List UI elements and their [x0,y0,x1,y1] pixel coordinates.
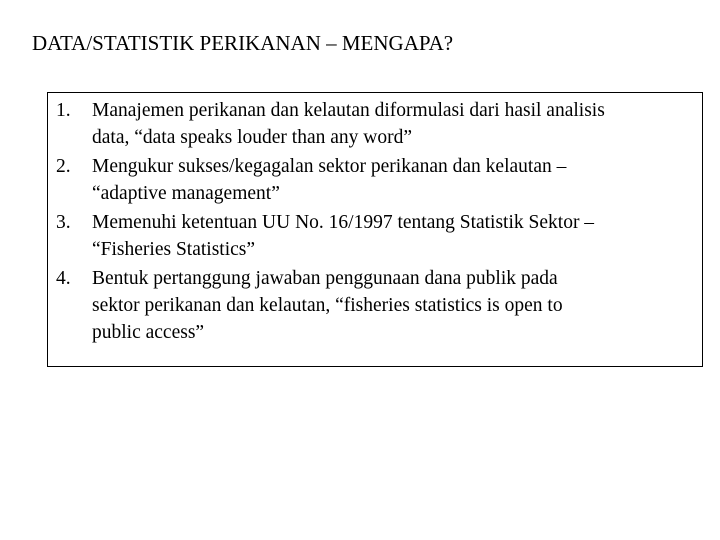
list-item-text: public access” [92,322,205,343]
reasons-list [56,97,605,348]
list-item [56,153,605,207]
list-item-text: sektor perikanan dan kelautan, “fisheries statistics is open to [92,295,563,316]
list-item [56,209,605,263]
list-item-text: Manajemen perikanan dan kelautan diformulasi dari hasil analisis [92,100,605,121]
reasons-box [47,92,703,367]
list-item-text: “Fisheries Statistics” [92,239,256,260]
slide-title: DATA/STATISTIK PERIKANAN – MENGAPA? [32,31,454,55]
list-item [56,265,605,346]
list-item-number: 1. [56,100,71,121]
list-item-text: “adaptive management” [92,183,280,204]
list-item-number: 4. [56,268,71,289]
list-item [56,97,605,151]
list-item-number: 2. [56,156,71,177]
list-item-text: Memenuhi ketentuan UU No. 16/1997 tentang Statistik Sektor – [92,212,595,233]
list-item-text: Mengukur sukses/kegagalan sektor perikanan dan kelautan – [92,156,567,177]
list-item-text: data, “data speaks louder than any word” [92,127,412,148]
list-item-text: Bentuk pertanggung jawaban penggunaan dana publik pada [92,268,558,289]
list-item-number: 3. [56,212,71,233]
